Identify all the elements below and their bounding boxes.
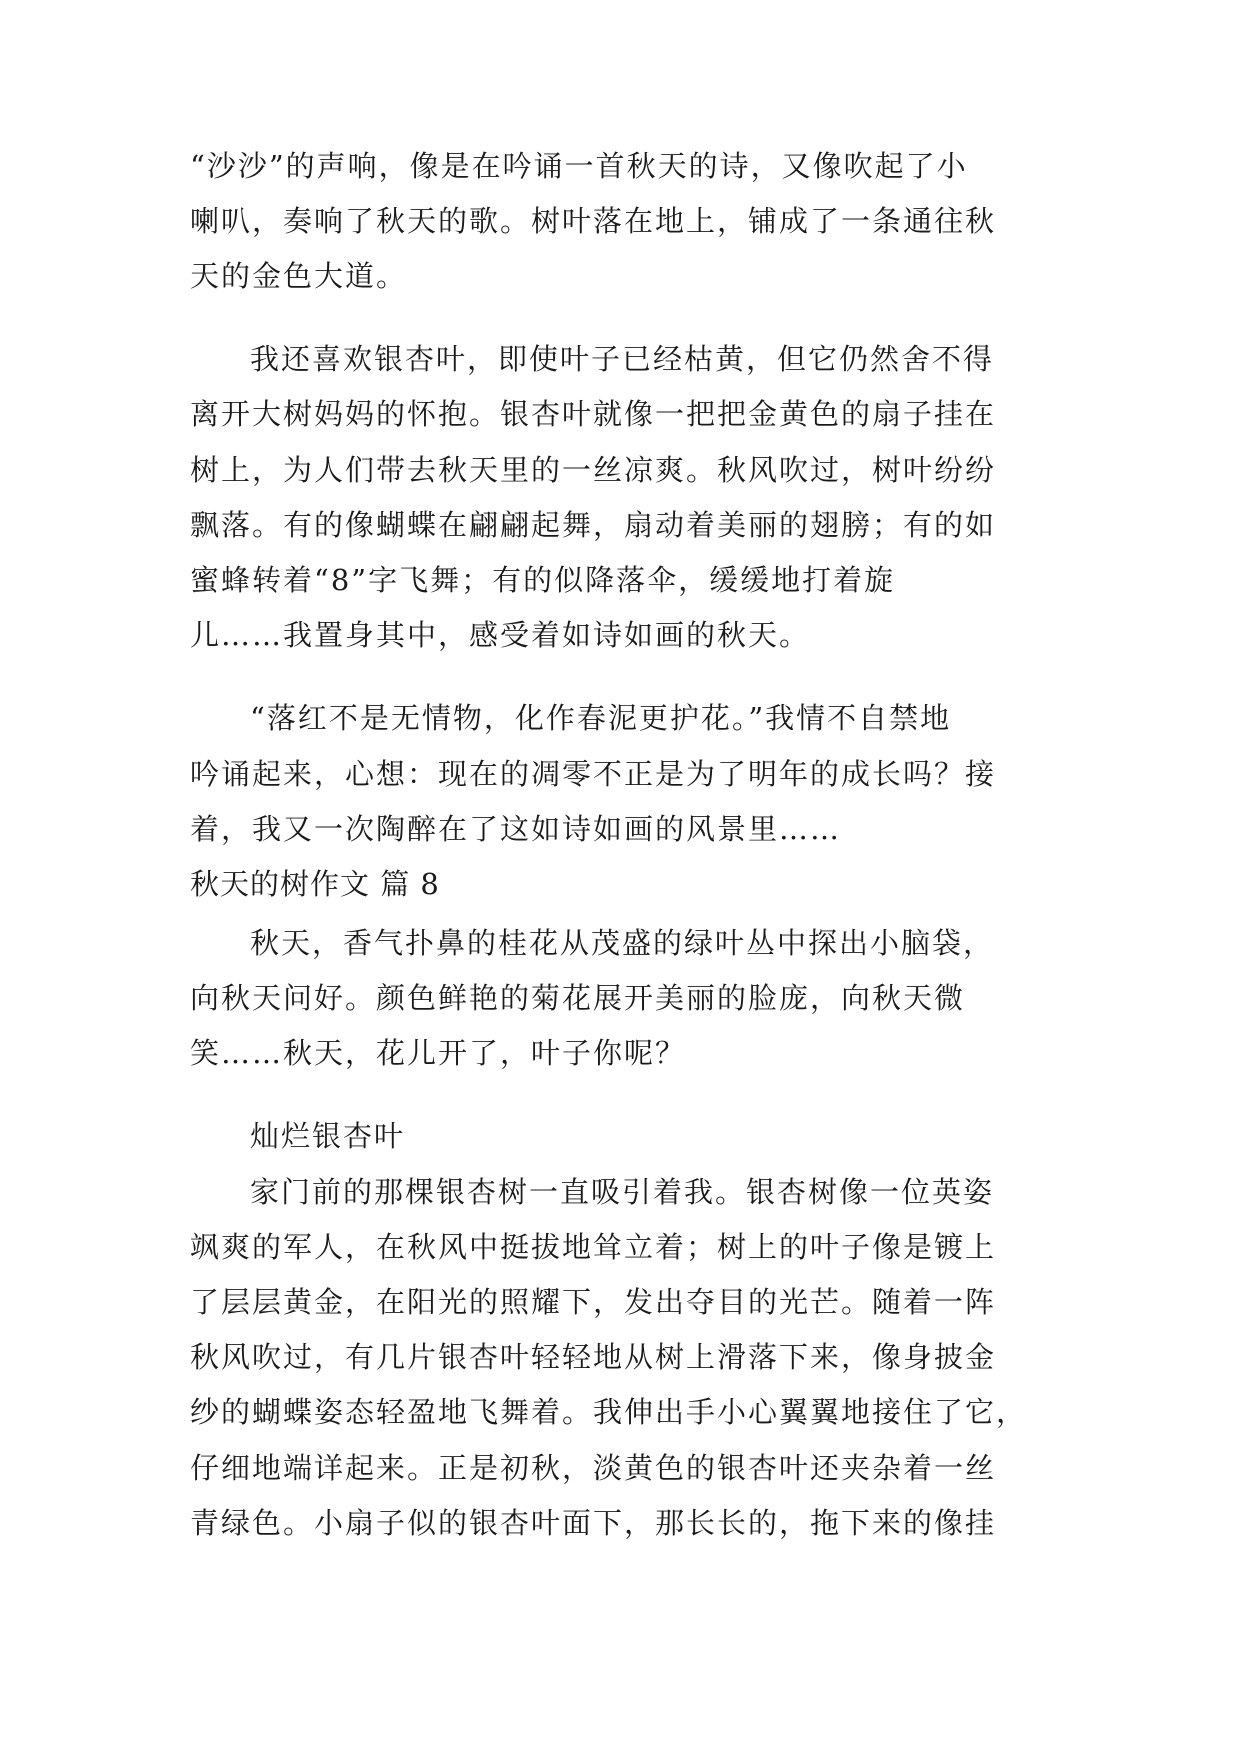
text-line: 树上，为人们带去秋天里的一丝凉爽。秋风吹过，树叶纷纷 (190, 453, 997, 487)
text-line: 了层层黄金，在阳光的照耀下，发出夺目的光芒。随着一阵 (190, 1285, 997, 1319)
text-line: 喇叭，奏响了秋天的歌。树叶落在地上，铺成了一条通往秋 (190, 204, 997, 238)
text-line: 青绿色。小扇子似的银杏叶面下，那长长的，拖下来的像挂 (190, 1506, 997, 1540)
text-line: 儿……我置身其中，感受着如诗如画的秋天。 (190, 618, 811, 652)
text-line: 笑……秋天，花儿开了，叶子你呢？ (190, 1036, 687, 1070)
text-line: 秋风吹过，有几片银杏叶轻轻地从树上滑落下来，像身披金 (190, 1340, 997, 1374)
text-line: 吟诵起来，心想：现在的凋零不正是为了明年的成长吗？接 (190, 757, 997, 791)
paragraph-start: 秋天，香气扑鼻的桂花从茂盛的绿叶丛中探出小脑袋， (250, 926, 995, 960)
text-line: “沙沙”的声响，像是在吟诵一首秋天的诗，又像吹起了小 (190, 149, 968, 183)
paragraph-start: 我还喜欢银杏叶，即使叶子已经枯黄，但它仍然舍不得 (250, 342, 995, 376)
paragraph-start: “落红不是无情物，化作春泥更护花。”我情不自禁地 (250, 701, 952, 735)
paragraph-start: 家门前的那棵银杏树一直吸引着我。银杏树像一位英姿 (250, 1175, 995, 1209)
text-line: 飘落。有的像蝴蝶在翩翩起舞，扇动着美丽的翅膀；有的如 (190, 508, 997, 542)
text-line: 飒爽的军人，在秋风中挺拔地耸立着；树上的叶子像是镀上 (190, 1230, 997, 1264)
text-line: 仔细地端详起来。正是初秋，淡黄色的银杏叶还夹杂着一丝 (190, 1451, 997, 1485)
text-line: 纱的蝴蝶姿态轻盈地飞舞着。我伸出手小心翼翼地接住了它， (190, 1395, 1028, 1429)
text-line: 向秋天问好。颜色鲜艳的菊花展开美丽的脸庞，向秋天微 (190, 981, 966, 1015)
text-line: 离开大树妈妈的怀抱。银杏叶就像一把把金黄色的扇子挂在 (190, 397, 997, 431)
text-line: 蜜蜂转着“8”字飞舞；有的似降落伞，缓缓地打着旋 (190, 563, 896, 597)
section-heading: 秋天的树作文 篇 8 (190, 867, 440, 901)
text-line: 天的金色大道。 (190, 259, 408, 293)
subheading: 灿烂银杏叶 (250, 1119, 406, 1153)
text-line: 着，我又一次陶醉在了这如诗如画的风景里…… (190, 812, 842, 846)
